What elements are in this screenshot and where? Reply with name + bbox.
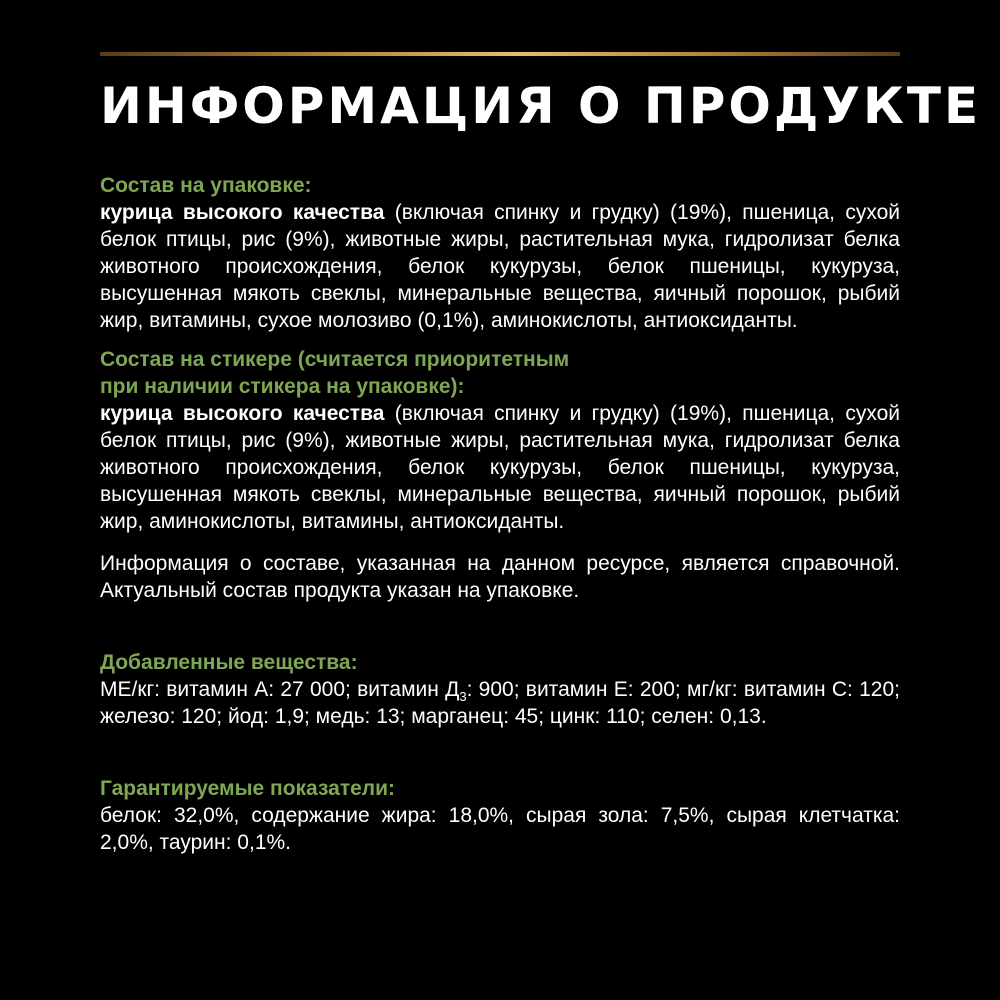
package-composition-section <box>100 172 900 334</box>
sticker-heading-line1: Состав на стикере (считается приоритетным <box>100 348 570 371</box>
page-title: ИНФОРМАЦИЯ О ПРОДУКТЕ <box>100 77 982 135</box>
package-composition-bold: курица высокого качества <box>100 201 385 224</box>
package-composition-text <box>100 199 900 334</box>
sticker-composition-body: (включая спинку и грудку) (19%), пшеница, сухой белок птицы, рис (9%), животные жиры, растительная мука, гидролизат белка животного происхождения, белок кукурузы, белок пшеницы, кукуруза, высушенная мякоть свеклы, минеральные вещества, яичный порошок, рыбий жир, аминокислоты, витамины, антиоксиданты. <box>100 402 900 533</box>
additives-subscript: 3 <box>459 689 467 705</box>
additives-section <box>100 649 900 730</box>
disclaimer-section <box>100 550 900 604</box>
additives-text-start: МЕ/кг: витамин А: 27 000; витамин Д <box>100 678 460 701</box>
additives-text <box>100 676 900 730</box>
sticker-composition-bold: курица высокого качества <box>100 402 385 425</box>
additives-heading: Добавленные вещества: <box>100 651 358 674</box>
gold-divider-line <box>100 52 900 56</box>
sticker-heading-line2: при наличии стикера на упаковке): <box>100 375 465 398</box>
package-composition-body: (включая спинку и грудку) (19%), пшеница, сухой белок птицы, рис (9%), животные жиры, растительная мука, гидролизат белка животного происхождения, белок кукурузы, белок пшеницы, кукуруза, высушенная мякоть свеклы, минеральные вещества, яичный порошок, рыбий жир, витамины, сухое молозиво (0,1%), аминокислоты, антиоксиданты. <box>100 201 900 332</box>
sticker-composition-section <box>100 346 900 535</box>
sticker-composition-text <box>100 400 900 535</box>
guaranteed-heading: Гарантируемые показатели: <box>100 777 396 800</box>
guaranteed-text: белок: 32,0%, содержание жира: 18,0%, сырая зола: 7,5%, сырая клетчатка: 2,0%, таурин: 0,1%. <box>100 804 900 854</box>
additives-text-end: : 900; витамин Е: 200; мг/кг: витамин С: 120; железо: 120; йод: 1,9; медь: 13; марганец: 45; цинк: 110; селен: 0,13. <box>100 678 900 728</box>
package-composition-heading: Состав на упаковке: <box>100 174 312 197</box>
guaranteed-section <box>100 775 900 856</box>
product-info-content <box>100 172 900 856</box>
sticker-composition-heading <box>100 346 900 400</box>
disclaimer-text: Информация о составе, указанная на данном ресурсе, является справочной. Актуальный состав продукта указан на упаковке. <box>100 552 900 602</box>
